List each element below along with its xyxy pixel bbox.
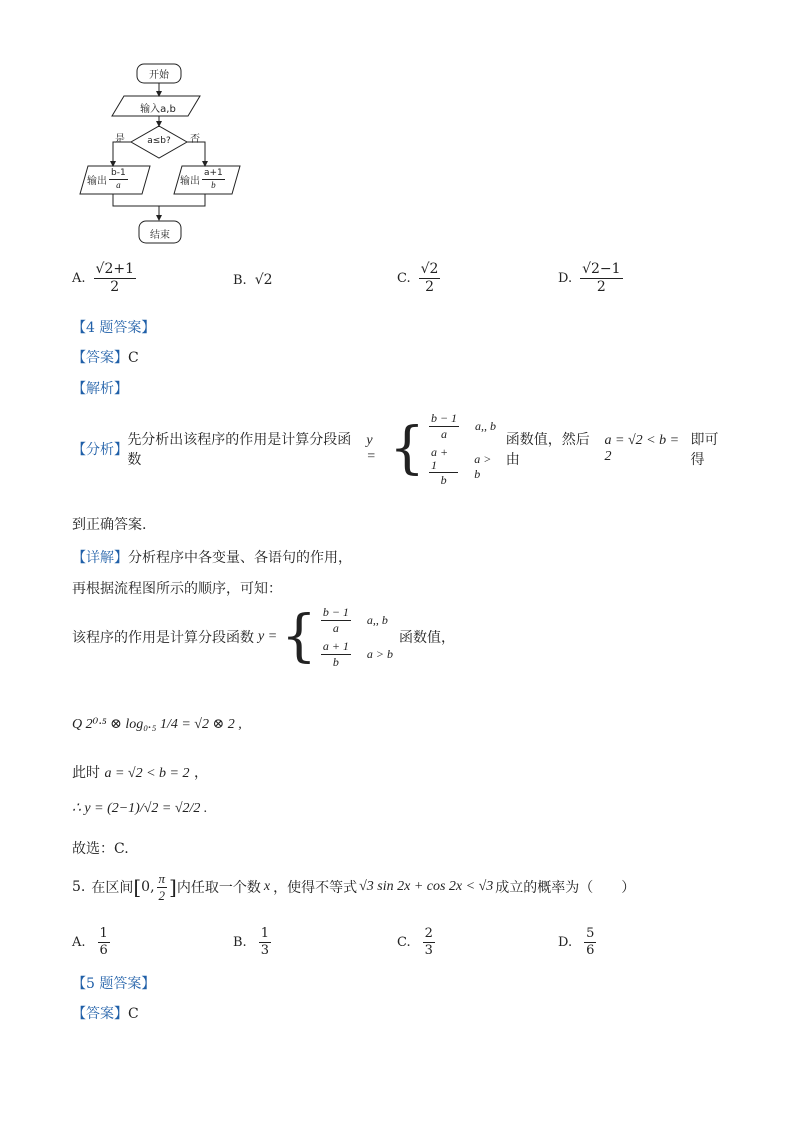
q4-line5-text-1: 此时 xyxy=(72,765,100,781)
flow-output-left-prefix: 输出 xyxy=(87,176,107,188)
q5-option-b-frac xyxy=(259,927,271,957)
q4-option-d-den: 2 xyxy=(596,278,606,295)
q4-line5 xyxy=(72,762,208,782)
q4-answer-tag: 【答案】 xyxy=(72,350,128,366)
flow-output-left-den: a xyxy=(116,180,121,191)
q4-line3-text-1: 该程序的作用是计算分段函数 xyxy=(72,630,254,647)
flow-output-left xyxy=(87,169,130,191)
q4-line3-piecewise: { $\frac{b - 1}{a}$ a,, b $\frac{a + 1}{b}$ a > b xyxy=(281,604,394,670)
q5-text-1: 在区间 xyxy=(91,880,134,897)
q4-fenxi-text-2: 函数值，然后由 xyxy=(505,432,590,469)
q4-line2: 再根据流程图所示的顺序，可知： xyxy=(72,581,282,597)
q5-option-d xyxy=(558,927,598,957)
q4-option-c-frac xyxy=(419,262,441,294)
q5-interval: [ 0, $\frac{\pi}{2}$ ] xyxy=(133,871,177,903)
flow-input-label: 输入a,b xyxy=(140,104,176,115)
q5-option-a xyxy=(72,927,112,957)
q4-option-a-label: A. xyxy=(72,270,86,286)
q4-fenxi-line: 【分析】 先分析出该程序的作用是计算分段函数 y = { $\frac{b - 1}{a}$ a,, b $\frac{a + 1}{b}$ a > b 函数值，然后由 a = √2 < b = 2 即可得 xyxy=(72,412,732,487)
flow-output-right-den: b xyxy=(211,180,216,191)
q4-jiexi-tag: 【解析】 xyxy=(72,381,128,397)
q4-option-a-den: 2 xyxy=(110,278,120,295)
flow-yes-label: 是 xyxy=(115,134,125,145)
q5-option-a-frac xyxy=(98,927,110,957)
flow-condition-label: a≤b? xyxy=(147,136,171,146)
q5-option-c-num: 2 xyxy=(424,926,433,941)
flow-output-right-prefix: 输出 xyxy=(180,176,200,188)
q5-answer-header: 【5 题答案】 xyxy=(72,976,156,992)
q4-line4: Q 2⁰·⁵ ⊗ log₀.₅ 1/4 = √2 ⊗ 2 , xyxy=(72,717,242,732)
flow-start-label: 开始 xyxy=(149,70,169,81)
q5-text-4: 成立的概率为（ ） xyxy=(495,880,636,897)
q4-option-d-num: √2−1 xyxy=(582,261,621,277)
q4-answer-line xyxy=(72,347,139,367)
q4-fenxi-text-4: 到正确答案. xyxy=(72,517,147,533)
q4-xiangjie-tag: 【详解】 xyxy=(72,550,128,566)
flow-output-right-frac xyxy=(202,169,225,191)
q5-option-b-num: 1 xyxy=(260,926,269,941)
q5-answer-value: C xyxy=(128,1006,139,1022)
q5-option-a-label: A. xyxy=(72,934,86,950)
q4-option-c-den: 2 xyxy=(425,278,434,295)
q5-text-3: ，使得不等式 xyxy=(273,880,358,897)
q5-option-b xyxy=(233,927,273,957)
q4-line5-math: a = √2 < b = 2 xyxy=(104,766,190,781)
q4-option-c-label: C. xyxy=(397,270,411,286)
q5-option-a-den: 6 xyxy=(99,942,108,958)
q4-fenxi-tag: 【分析】 xyxy=(72,442,128,459)
q4-line5-text-2: ， xyxy=(193,765,208,781)
q5-question: 5. 在区间 [ 0, $\frac{\pi}{2}$ ] 内任取一个数 x ，使得不等式 √3 sin 2x + cos 2x < √3 成立的概率为（ ） xyxy=(72,871,636,903)
q4-option-a-num: √2+1 xyxy=(95,261,134,277)
flow-output-right-num: a+1 xyxy=(202,169,225,180)
q5-option-d-num: 5 xyxy=(586,926,595,941)
flow-end-label: 结束 xyxy=(150,230,170,241)
q4-option-d-label: D. xyxy=(558,270,573,286)
q4-answer-header: 【4 题答案】 xyxy=(72,320,156,336)
q5-answer-tag: 【答案】 xyxy=(72,1006,128,1022)
flow-output-right xyxy=(180,169,227,191)
q4-fenxi-text-3: 即可得 xyxy=(690,432,719,469)
q5-option-d-den: 6 xyxy=(586,942,595,958)
q4-option-b xyxy=(233,272,273,288)
q5-option-d-label: D. xyxy=(558,934,573,950)
q4-option-a xyxy=(72,262,138,294)
q5-answer-line xyxy=(72,1003,139,1023)
q5-option-c xyxy=(397,927,437,957)
q4-line6: ∴ y = (2−1)/√2 = √2/2 . xyxy=(72,801,208,816)
q4-option-d xyxy=(558,262,625,294)
q5-option-d-frac xyxy=(584,927,596,957)
q4-option-d-frac xyxy=(580,262,622,294)
q4-fenxi-text-1: 先分析出该程序的作用是计算分段函数 xyxy=(127,432,352,469)
q5-number: 5. xyxy=(72,879,86,896)
q5-option-a-num: 1 xyxy=(99,926,108,941)
q5-option-c-label: C. xyxy=(397,934,411,950)
flow-no-label: 否 xyxy=(190,134,200,145)
flow-output-left-num: b-1 xyxy=(109,169,128,180)
q5-option-b-den: 3 xyxy=(260,942,269,958)
q4-option-b-value: √2 xyxy=(254,272,273,288)
q4-line3-text-2: 函数值， xyxy=(399,630,456,647)
flowchart-svg xyxy=(60,58,260,253)
q4-xiangjie-line xyxy=(72,547,352,567)
q4-line7: 故选：C. xyxy=(72,841,129,857)
q5-option-b-label: B. xyxy=(233,934,247,950)
q4-fenxi-piecewise: { $\frac{b - 1}{a}$ a,, b $\frac{a + 1}{b}$ a > b xyxy=(389,411,497,488)
q4-option-b-label: B. xyxy=(233,272,247,288)
q4-answer-value: C xyxy=(128,350,139,366)
q4-line3: 该程序的作用是计算分段函数 y = { $\frac{b - 1}{a}$ a,, b $\frac{a + 1}{b}$ a > b 函数值， xyxy=(72,604,456,670)
flowchart xyxy=(60,58,260,253)
q4-option-a-frac xyxy=(94,262,136,294)
q5-option-c-den: 3 xyxy=(424,942,433,958)
q4-option-c xyxy=(397,262,442,294)
q4-xiangjie-text: 分析程序中各变量、各语句的作用， xyxy=(128,550,352,566)
q5-text-2: 内任取一个数 xyxy=(176,880,261,897)
flow-output-left-frac xyxy=(109,169,128,191)
q4-option-c-num: √2 xyxy=(420,261,439,277)
q5-option-c-frac xyxy=(423,927,435,957)
